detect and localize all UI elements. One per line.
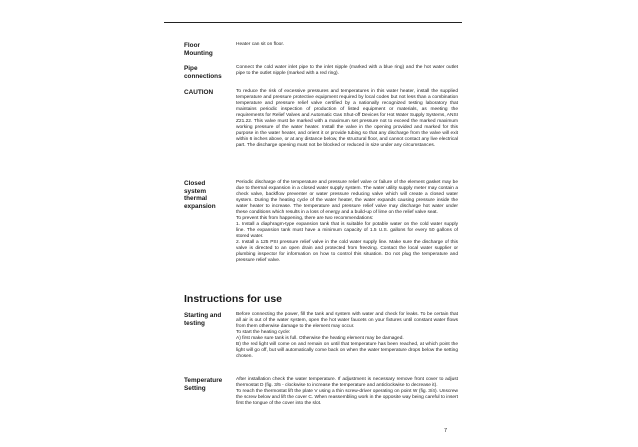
section-label: Starting and testing xyxy=(184,312,222,327)
list-item: 2. Install a 125 PSI pressure relief valve in the cold water supply line. Make sure the discharge of this valve is directed to an open drain and protected from freezing. Contact the local water supplier or plumbing inspector for information on how to control this situation. Do not plug the temperature and pressure relief valve. xyxy=(236,240,458,263)
paragraph: To prevent this from happening, there are two recommendations: xyxy=(236,216,374,221)
top-rule xyxy=(164,22,462,23)
section-label: Pipe connections xyxy=(184,65,222,80)
section-label: Closed system thermal expansion xyxy=(184,180,216,210)
list-item: 1. Install a diaphragm-type expansion tank that is suitable for potable water on the cold water supply line. The expansion tank must have a minimum capacity of 1.5 U.S. gallons for every 50 gallons of stored water. xyxy=(236,222,458,239)
section-body xyxy=(236,180,458,264)
section-label: Floor Mounting xyxy=(184,42,213,57)
section-body xyxy=(236,89,458,149)
paragraph: Periodic discharge of the temperature and pressure relief valve or failure of the element gasket may be due to thermal expansion in a closed water supply system. The water utility supply meter may contain a check valve, backflow preventer or water pressure reducing valve which will create a closed water system. During the heating cycle of the water heater, the water expands causing pressure inside the water heater to increase. The temperature and pressure relief valve may discharge hot water under these conditions which results in a loss of energy and a build-up of lime on the relief valve seat. xyxy=(236,180,458,215)
section-body xyxy=(236,42,458,48)
instructions-heading: Instructions for use xyxy=(184,293,283,305)
list-item: A) first make sure tank is full. Otherwise the heating element may be damaged. xyxy=(236,336,404,341)
section-label: CAUTION xyxy=(184,89,214,96)
paragraph: Before connecting the power, fill the tank and system with water and check for leaks. To be certain that all air is out of the water system, open the hot water faucets on your fixtures until constant water flows from them otherwise damage to the element may occur. xyxy=(236,312,458,329)
paragraph: To start the heating cycle: xyxy=(236,330,291,335)
paragraph: Connect the cold water inlet pipe to the inlet nipple (marked with a blue ring) and the hot water outlet pipe to the outlet nipple (marked with a red ring). xyxy=(236,65,458,76)
paragraph: Heater can sit on floor. xyxy=(236,42,284,47)
paragraph: After installation check the water temperature. If adjustment is necessary remove front cover to adjust thermostat D (fig. 3/5 - clockwise to increase the temperature and anticlockwise to decrease it). xyxy=(236,377,458,388)
section-body xyxy=(236,377,458,407)
paragraph: To reduce the risk of excessive pressures and temperatures in this water heater, install the supplied temperature and pressure protective equipment required by local codes but not less than a combination temperature and pressure relief valve certified by a nationally recognized testing laboratory that maintains periodic inspection of production of listed equipment or materials, as meeting the requirements for Relief Valves and Automatic Gas Shut-off Devices for Hot Water Supply Systems, ANSI Z21.22. This valve must be marked with a maximum set pressure not to exceed the marked maximum working pressure of the water heater. Install the valve in the opening provided and marked for this purpose in the water heater, and orient it or provide tubing so that any discharge from the valve will exit within 6 inches above, or at any distance below, the structural floor, and cannot contact any live electrical part. The discharge opening must not be blocked or reduced in size under any circumstances. xyxy=(236,89,458,148)
section-body xyxy=(236,65,458,77)
section-label: Temperature Setting xyxy=(184,377,223,392)
section-body xyxy=(236,312,458,360)
page-number: 7 xyxy=(444,428,448,434)
paragraph: To reach the thermostat lift the plate V using a thin screw-driver operating on point W (fig. 3/4). Unscrew the screw below and lift the cover C. When reassembling work in the opposite way being careful to insert first the tongue of the cover into the slot. xyxy=(236,389,458,406)
list-item: B) the red light will come on and remain on until that temperature has been reached, at which point the light will go off, but will automatically come back on when the water temperature drops below the setting chosen. xyxy=(236,342,458,359)
